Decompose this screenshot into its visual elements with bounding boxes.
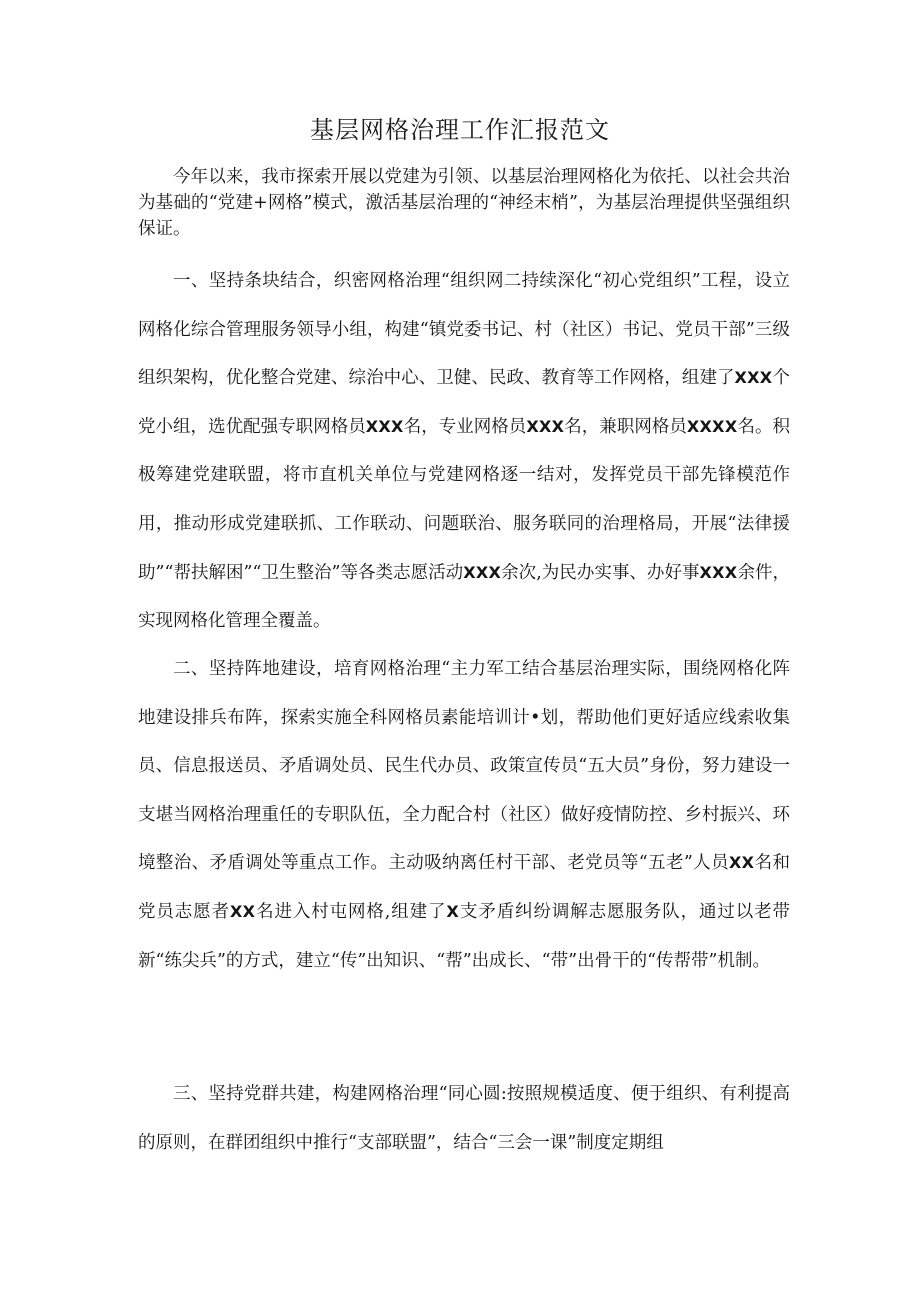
placeholder-count: X — [446, 901, 460, 921]
text-run: 名进入村屯网格,组建了 — [255, 901, 447, 922]
section-three-paragraph — [138, 1070, 790, 1167]
placeholder-count: XXX — [734, 368, 773, 388]
placeholder-count: XXX — [365, 416, 404, 436]
text-run: 余次,为民办实事、办好事 — [501, 562, 700, 583]
text-run: 个党小组，选优配强专职网格员 — [138, 368, 790, 437]
placeholder-count: XX — [728, 853, 755, 873]
text-run: 余件，实现网格化管理全覆盖。 — [138, 562, 791, 632]
document-title: 基层网格治理工作汇报范文 — [310, 116, 610, 144]
placeholder-count: XXXX — [686, 416, 738, 436]
placeholder-count: XXX — [699, 562, 738, 582]
placeholder-count: XXX — [463, 562, 502, 582]
text-run: 一、坚持条块结合，织密网格治理“组织网二持续深化“初心党组织”工程，设立网格化综合管理服务领导小组，构建“镇党委书记、村（社区）书记、党员干部”三级组织架构，优化整合党建、综治中心、卫健、民政、教育等工作网格，组建了 — [138, 271, 790, 389]
section-one-paragraph — [138, 257, 790, 646]
text-run: 名和党员志愿者 — [138, 853, 791, 922]
text-run: 支矛盾纠纷调解志愿服务队，通过以老带新“练尖兵”的方式，建立“传”出知识、“帮”出成长、“带”出骨干的“传帮带”机制。 — [138, 901, 791, 971]
text-run: 名，兼职网格员 — [564, 416, 687, 437]
placeholder-count: XX — [229, 901, 256, 921]
text-run: 名。积极筹建党建联盟，将市直机关单位与党建网格逐一结对，发挥党员干部先锋模范作用，推动形成党建联抓、工作联动、问题联治、服务联同的治理格局，开展“法律援助”“帮扶解困”“卫生整治”等各类志愿活动 — [138, 416, 791, 583]
text-run: 名，专业网格员 — [403, 416, 527, 437]
section-two-paragraph — [138, 645, 790, 985]
text-run: 二、坚持阵地建设，培育网格治理“主力军工结合基层治理实际，围绕网格化阵地建设排兵布阵，探索实施全科网格员素能培训计•划，帮助他们更好适应线索收集员、信息报送员、矛盾调处员、民生代办员、政策宣传员“五大员”身份，努力建设一支堪当网格治理重任的专职队伍，全力配合村（社区）做好疫情防控、乡村振兴、环境整治、矛盾调处等重点工作。主动吸纳离任村干部、老党员等“五老”人员 — [138, 659, 790, 874]
text-run: 三、坚持党群共建，构建网格治理“同心圆:按照规模适度、便于组织、有利提高的原则，在群团组织中推行“支部联盟”，结合“三会一课”制度定期组 — [138, 1084, 790, 1153]
placeholder-count: XXX — [526, 416, 565, 436]
intro-paragraph: 今年以来，我市探索开展以党建为引领、以基层治理网格化为依托、以社会共治为基础的“党建+网格”模式，激活基层治理的“神经末梢”，为基层治理提供坚强组织保证。 — [138, 167, 790, 239]
